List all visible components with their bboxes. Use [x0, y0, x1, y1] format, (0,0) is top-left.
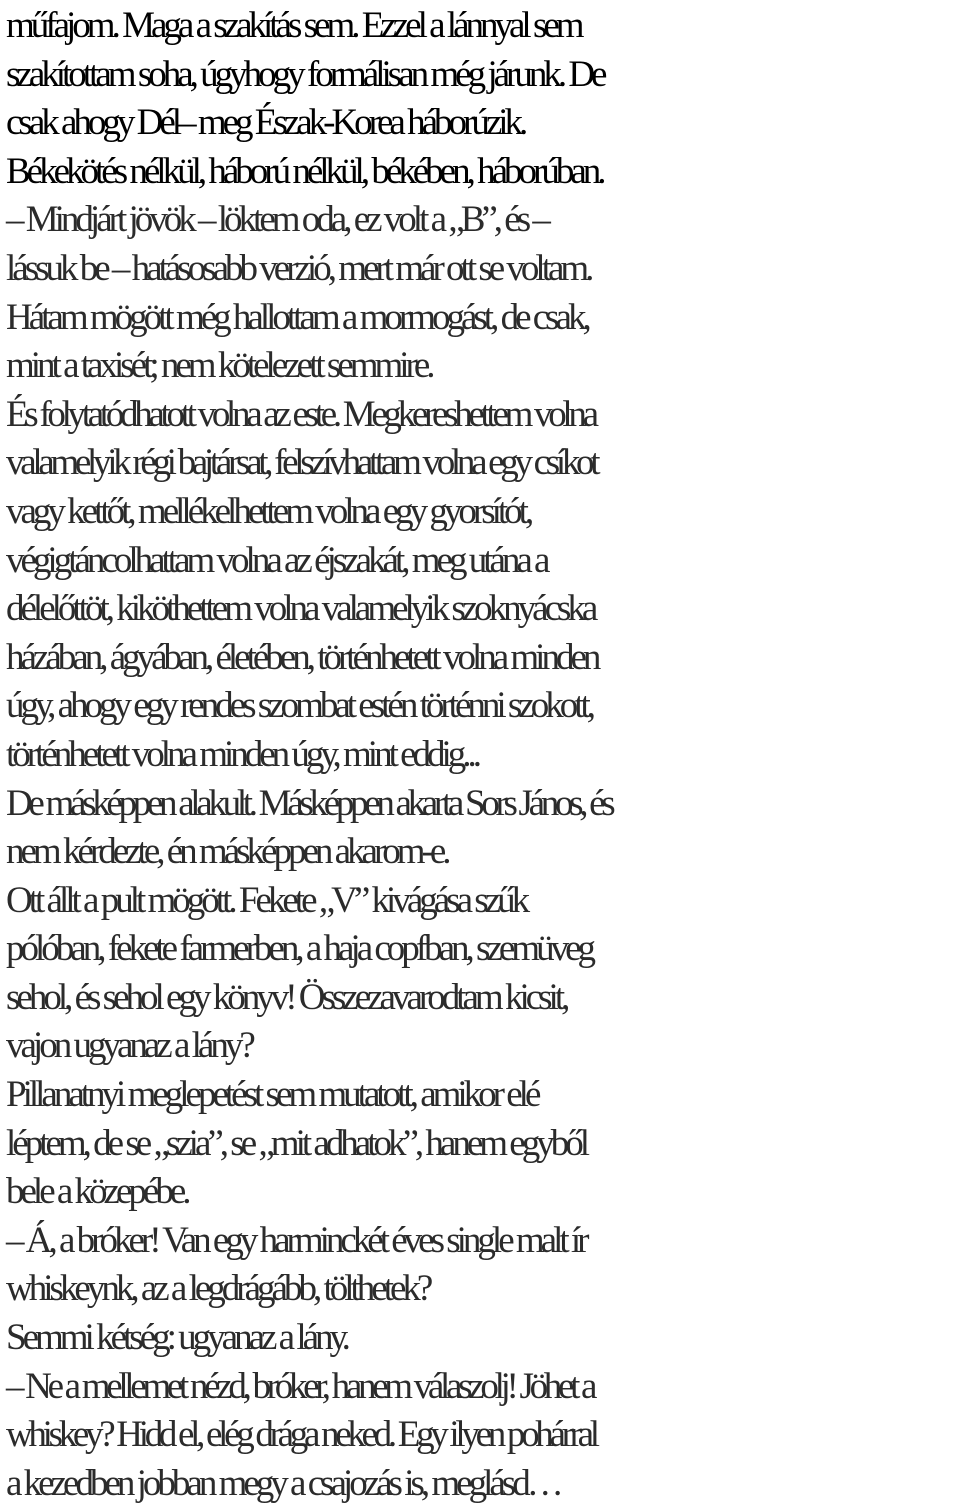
- text-line: Ott állt a pult mögött. Fekete „V” kivágása szűk: [6, 879, 527, 921]
- text-line: Semmi kétség: ugyanaz a lány.: [6, 1317, 347, 1359]
- text-line: úgy, ahogy egy rendes szombat estén történni szokott,: [6, 685, 593, 727]
- text-line: lássuk be – hatásosabb verzió, mert már ott se voltam.: [6, 247, 591, 289]
- text-line: a kezedben jobban megy a csajozás is, meglásd…: [6, 1462, 560, 1504]
- text-line: vagy kettőt, mellékelhettem volna egy gyorsítót,: [6, 490, 531, 532]
- text-line: műfajom. Maga a szakítás sem. Ezzel a lánnyal sem: [6, 5, 581, 46]
- text-line: Hátam mögött még hallottam a mormogást, de csak,: [6, 296, 588, 338]
- text-line: Békekötés nélkül, háború nélkül, békében, háborúban.: [6, 150, 603, 192]
- text-line: csak ahogy Dél– meg Észak-Korea háborúzik.: [6, 102, 525, 144]
- text-line: szakítottam soha, úgyhogy formálisan még járunk. De: [6, 53, 604, 95]
- text-line: valamelyik régi bajtársat, felszívhattam volna egy csíkot: [6, 442, 597, 484]
- body-text: [6, 2, 958, 1508]
- text-line: délelőttöt, kiköthettem volna valamelyik szoknyácska: [6, 588, 595, 630]
- text-line: – Mindjárt jövök – löktem oda, ez volt a „B”, és –: [6, 199, 547, 241]
- text-line: végigtáncolhattam volna az éjszakát, meg utána a: [6, 539, 547, 581]
- text-line: mint a taxisét; nem kötelezett semmire.: [6, 345, 432, 387]
- text-line: De másképpen alakult. Másképpen akarta Sors János, és: [6, 782, 612, 824]
- text-line: történhetett volna minden úgy, mint eddig...: [6, 733, 479, 775]
- text-line: sehol, és sehol egy könyv! Összezavarodtam kicsit,: [6, 976, 567, 1018]
- text-line: whiskey? Hidd el, elég drága neked. Egy ilyen pohárral: [6, 1414, 596, 1456]
- text-line: házában, ágyában, életében, történhetett volna minden: [6, 636, 598, 678]
- text-line: vajon ugyanaz a lány?: [6, 1025, 252, 1067]
- text-line: – Á, a bróker! Van egy harminckét éves single malt ír: [6, 1219, 586, 1261]
- text-line: bele a közepébe.: [6, 1171, 188, 1213]
- text-line: pólóban, fekete farmerben, a haja copfban, szemüveg: [6, 928, 592, 970]
- text-line: nem kérdezte, én másképpen akarom-e.: [6, 831, 448, 873]
- text-line: whiskeynk, az a legdrágább, tölthetek?: [6, 1268, 430, 1310]
- text-line: – Ne a mellemet nézd, bróker, hanem válaszolj! Jöhet a: [6, 1365, 594, 1407]
- text-line: És folytatódhatott volna az este. Megkereshettem volna: [6, 393, 595, 435]
- text-line: Pillanatnyi meglepetést sem mutatott, amikor elé: [6, 1074, 538, 1116]
- text-line: léptem, de se „szia”, se „mit adhatok”, hanem egyből: [6, 1122, 587, 1164]
